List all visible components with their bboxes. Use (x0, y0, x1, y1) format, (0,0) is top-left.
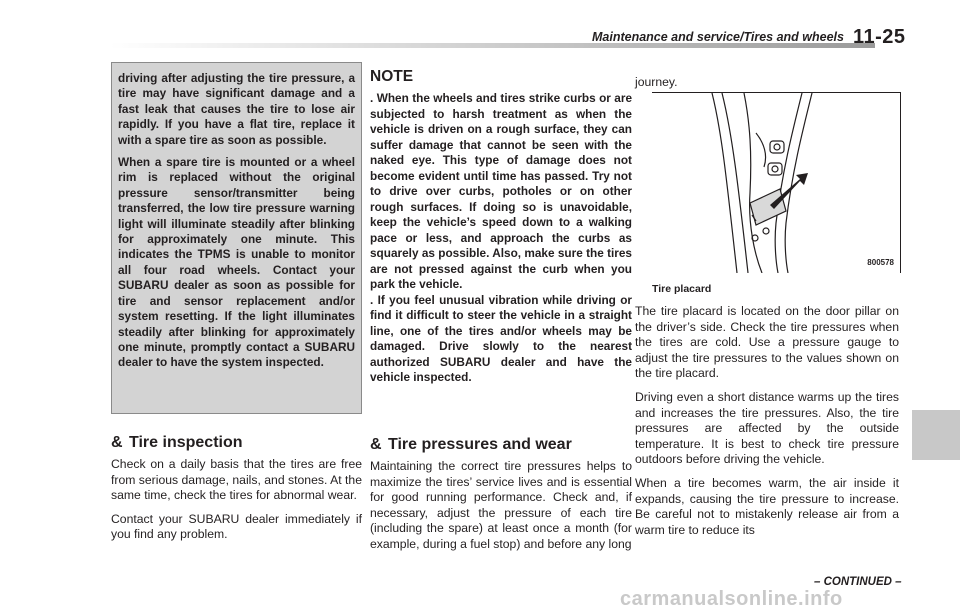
body-paragraph: The tire placard is located on the door pillar on the driver’s side. Check the tire pressures when the tires are cold. Use a pressure gauge to adjust the tire pressures to the values shown on the tire placard. (635, 304, 899, 381)
body-paragraph: journey. (635, 75, 678, 89)
note-item-text: When the wheels and tires strike curbs or are subjected to harsh treatment as when the vehicle is driven on a rough surface, they can suffer damage that cannot be seen with the naked eye. This type of damage does not become evident until time has passed. Try not to drive over curbs, potholes or on other rough surfaces. If doing so is unavoidable, keep the vehicle’s speed down to a walking pace or less, and approach the curbs as squarely as possible. Also, make sure the tires are not pressed against the curb when you park the vehicle. (370, 91, 633, 291)
note-title: NOTE (370, 68, 414, 85)
section-heading-tire-pressures (370, 436, 572, 454)
note-item-text: If you feel unusual vibration while driving or find it difficult to steer the vehicle in a straight line, one of the tires and/or wheels may be damaged. Drive slowly to the nearest authorized SUBARU dealer and have the vehicle inspected. (370, 292, 633, 384)
warning-box (111, 62, 362, 414)
watermark: carmanualsonline.info (620, 588, 843, 610)
section-heading-text: Tire pressures and wear (388, 436, 572, 453)
warning-paragraph: driving after adjusting the tire pressure, a tire may have significant damage and a fast leak that causes the tire to lose air rapidly. If you have a flat tire, replace it with a spare tire as soon as possible. (118, 71, 355, 147)
tire-placard-body (635, 304, 899, 546)
tire-placard-figure (652, 92, 901, 273)
note-body (370, 91, 632, 386)
note-bullet: . (370, 292, 374, 307)
door-pillar-illustration (652, 93, 900, 273)
figure-code: 800578 (867, 258, 894, 267)
page-header-title: Maintenance and service/Tires and wheels (592, 30, 844, 44)
tire-inspection-body (111, 457, 362, 551)
chapter-thumb-tab (912, 410, 960, 460)
note-item (370, 293, 632, 386)
note-bullet: . (370, 91, 374, 105)
section-marker: & (370, 436, 382, 453)
figure-caption: Tire placard (652, 283, 712, 295)
note-item (370, 91, 632, 293)
section-heading-tire-inspection (111, 434, 243, 452)
body-paragraph: When a tire becomes warm, the air inside it expands, causing the tire pressure to increase. Be careful not to mistakenly release air from a warm tire to reduce its (635, 475, 899, 537)
body-paragraph: Maintaining the correct tire pressures helps to maximize the tires’ service lives and is essential for good running performance. Check and, if necessary, adjust the pressure of each tire (including the spare) at least once a month (for example, during a fuel stop) and before any long (370, 459, 632, 551)
warning-paragraph: When a spare tire is mounted or a wheel rim is replaced without the original pressure sensor/transmitter being transferred, the low tire pressure warning light will illuminate steadily after blinking for approximately one minute. This indicates the TPMS is unable to monitor all four road wheels. Contact your SUBARU dealer as soon as possible for tire and sensor replacement and/or system resetting. If the light illuminates steadily after blinking for approximately one minute, promptly contact a SUBARU dealer to have the system inspected. (118, 155, 355, 370)
section-marker: & (111, 434, 123, 451)
continued-marker: – CONTINUED – (814, 576, 902, 588)
body-paragraph: Driving even a short distance warms up the tires and increases the tire pressures. Also, the tire pressures are affected by the outside temperature. It is best to check tire pressure outdoors before driving the vehicle. (635, 389, 899, 467)
tire-pressures-body (370, 459, 632, 561)
page-number: 11-25 (853, 26, 906, 48)
body-paragraph: Contact your SUBARU dealer immediately if you find any problem. (111, 511, 362, 542)
section-heading-text: Tire inspection (129, 434, 243, 451)
body-paragraph: Check on a daily basis that the tires are free from serious damage, nails, and stones. At the same time, check the tires for abnormal wear. (111, 457, 362, 503)
